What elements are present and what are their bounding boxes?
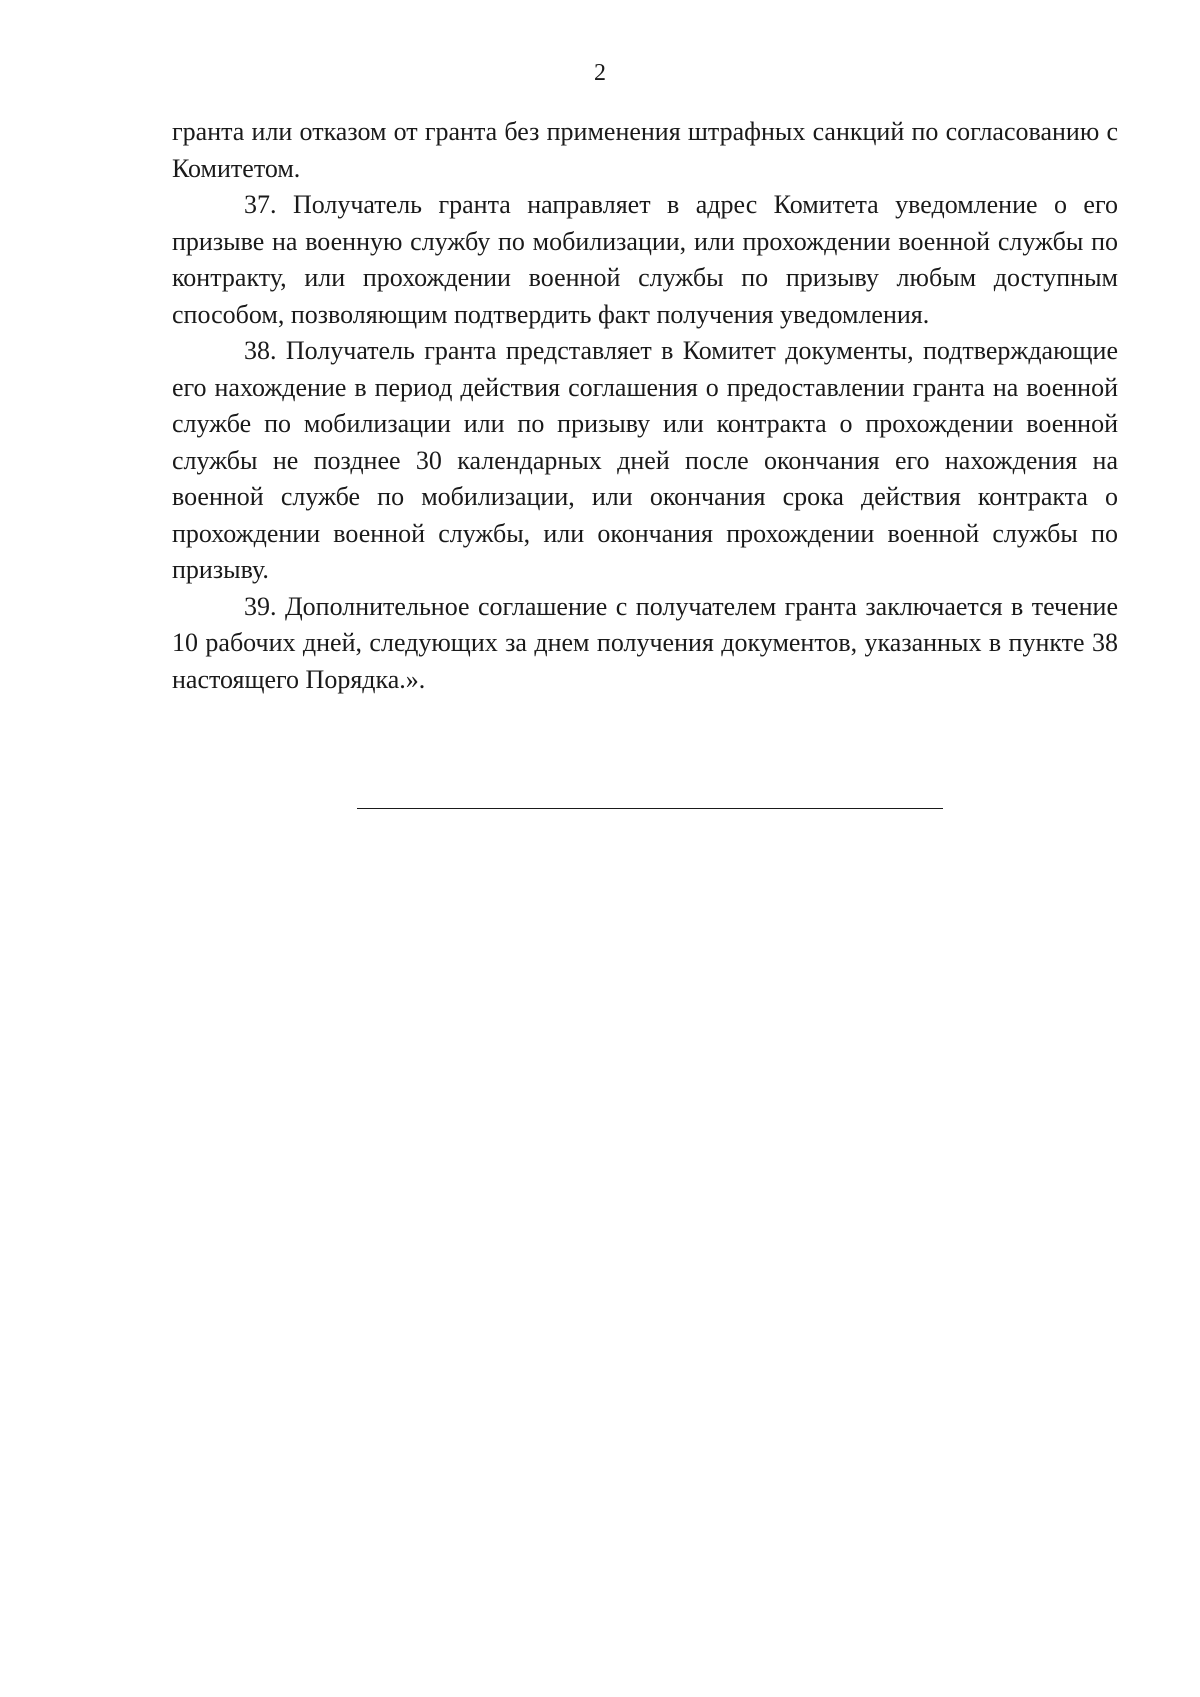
paragraph-38: 38. Получатель гранта представляет в Комитет документы, подтверждающие его нахождение в период действия соглашения о предоставлении гранта на военной службе по мобилизации или по призыву или контракта о прохождении военной службы не позднее 30 календарных дней после окончания его нахождения на военной службе по мобилизации, или окончания срока действия контракта о прохождении военной службы, или окончания прохождении военной службы по призыву. xyxy=(172,336,1118,584)
document-body xyxy=(172,114,1118,698)
paragraph-37: 37. Получатель гранта направляет в адрес Комитета уведомление о его призыве на военную службу по мобилизации, или прохождении военной службы по контракту, или прохождении военной службы по призыву любым доступным способом, позволяющим подтвердить факт получения уведомления. xyxy=(172,190,1118,329)
paragraph-39: 39. Дополнительное соглашение с получателем гранта заключается в течение 10 рабочих дней, следующих за днем получения документов, указанных в пункте 38 настоящего Порядка.». xyxy=(172,591,1118,694)
paragraph-continuation: гранта или отказом от гранта без применения штрафных санкций по согласованию с Комитетом. xyxy=(172,117,1118,183)
closing-divider-line xyxy=(357,808,943,809)
page-number: 2 xyxy=(594,60,606,86)
